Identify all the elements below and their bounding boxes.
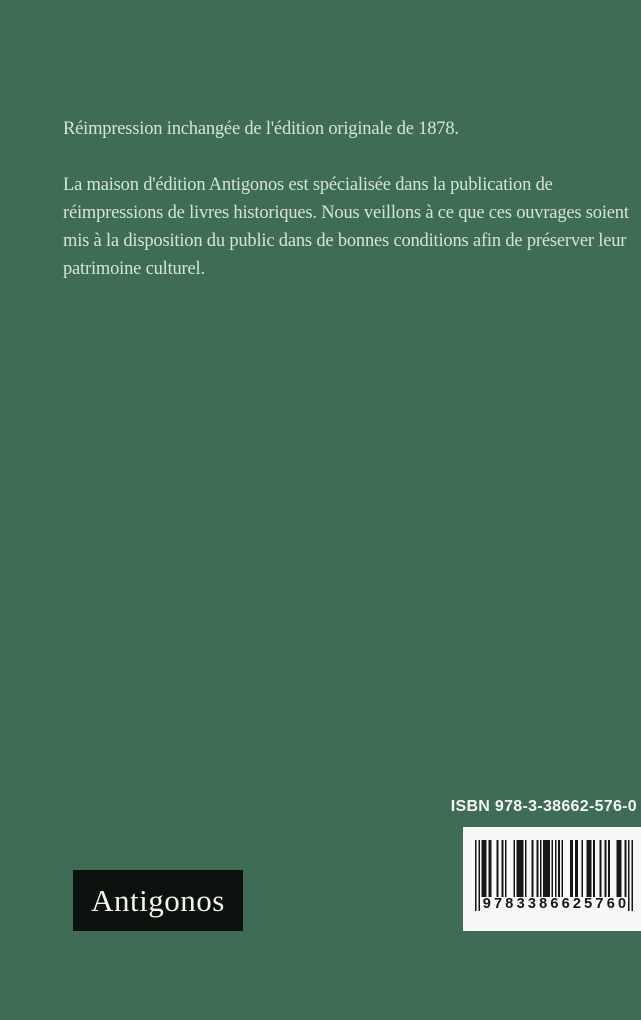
- publisher-logo: [73, 870, 243, 931]
- reprint-note: Réimpression inchangée de l'édition originale de 1878.: [63, 118, 459, 139]
- isbn-label: ISBN 978-3-38662-576-0: [450, 798, 637, 815]
- publisher-logo-text: Antigonos: [91, 882, 225, 918]
- barcode: [463, 827, 641, 931]
- barcode-digits: 9783386625760: [482, 896, 630, 912]
- publisher-description: La maison d'édition Antigonos est spécialisée dans la publication de réimpressions de livres historiques. Nous veillons à ce que ces ouvrages soient mis à la disposition du public dans de bonnes conditions afin de préserver leur patrimoine culturel.: [63, 174, 629, 279]
